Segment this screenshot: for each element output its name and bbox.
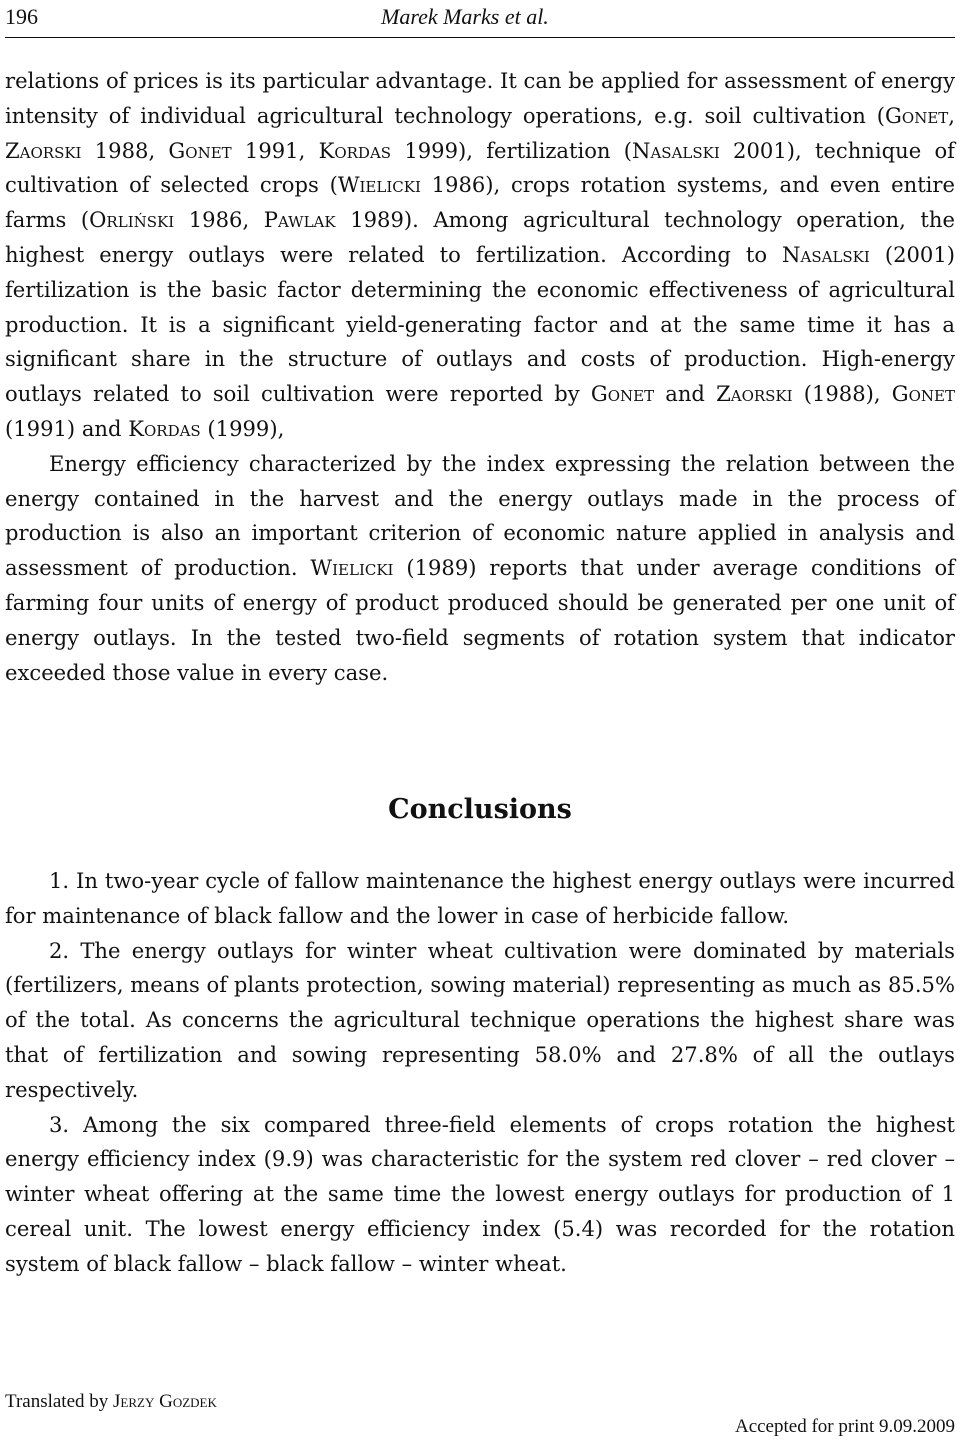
conclusion-item: 3. Among the six compared three-field elements of crops rotation the highest energy efficiency index (9.9) was characteristic for the system red clover – red clover – winter wheat offering at the same time the lowest energy outlays for production of 1 cereal unit. The lowest energy efficiency index (5.4) was recorded for the rotation system of black fallow – black fallow – winter wheat. — [5, 1111, 955, 1276]
text-run: , — [948, 102, 955, 128]
text-run: 1988, — [81, 137, 169, 163]
text-run: 1986, — [174, 207, 264, 233]
translator-name: Jerzy Gozdek — [113, 1391, 217, 1412]
text-run: 1991, — [231, 137, 319, 163]
running-head: Marek Marks et al. — [381, 4, 549, 29]
text-run: and — [654, 381, 717, 407]
text-run: (1991) and — [5, 415, 129, 441]
text-run: 1986), crops rotation systems, and even entire farms ( — [5, 172, 955, 233]
conclusion-item: 2. The energy outlays for winter wheat cultivation were dominated by materials (fertilizers, means of plants protection, sowing material) representing as much as 85.5% of the total. As concerns the agricultural technique operations the highest share was that of fertilization and sowing representing 58.0% and 27.8% of all the outlays respectively. — [5, 937, 955, 1102]
translator-label: Translated by — [5, 1391, 114, 1412]
author-name: Nasalski — [782, 241, 870, 267]
author-name: Gonet — [168, 137, 232, 163]
conclusion-item: 1. In two-year cycle of fallow maintenance the highest energy outlays were incurred for maintenance of black fallow and the lower in case of herbicide fallow. — [5, 868, 955, 928]
author-name: Wielicki — [310, 555, 394, 581]
translator-credit — [5, 1391, 217, 1413]
author-name: Zaorski — [716, 381, 793, 407]
author-name: Kordas — [128, 415, 201, 441]
author-name: Wielicki — [337, 172, 421, 198]
text-run: (1988), — [792, 381, 892, 407]
text-run: 1989). Among agricultural technology operation, the highest energy outlays were related to fertilization. According to — [5, 207, 955, 267]
author-name: Zaorski — [5, 137, 82, 163]
text-run: (2001) fertilization is the basic factor determining the economic effectiveness of agricultural production. It is a significant yield-generating factor and at the same time it has a significant share in the structure of outlays and costs of production. High-energy outlays related to soil cultivation were reported by — [5, 241, 955, 407]
author-name: Gonet — [885, 102, 949, 128]
author-name: Gonet — [891, 381, 955, 407]
text-run: (1999), — [200, 415, 285, 441]
author-name: Pawlak — [263, 207, 336, 233]
author-name: Orliński — [89, 207, 175, 233]
text-run: 1999), fertilization ( — [391, 137, 633, 163]
author-name: Nasalski — [632, 137, 720, 163]
body-text — [5, 64, 955, 690]
author-name: Kordas — [318, 137, 392, 163]
page — [5, 0, 955, 1445]
page-number: 196 — [5, 4, 38, 29]
header-rule — [5, 37, 955, 38]
paragraph-1 — [5, 64, 955, 447]
text-run: Energy efficiency characterized by the index expressing the relation between the energy contained in the harvest and the energy outlays made in the process of production is also an important criterion of economic nature applied in analysis and assessment of production. — [5, 450, 955, 581]
paragraph-2 — [5, 447, 955, 691]
text-run: 2001), technique of cultivation of selected crops ( — [5, 137, 955, 198]
conclusions-list — [5, 864, 955, 1282]
author-name: Gonet — [590, 381, 655, 407]
section-heading: Conclusions — [388, 794, 572, 825]
accepted-date: Accepted for print 9.09.2009 — [734, 1416, 955, 1437]
page-header — [5, 4, 955, 38]
text-run: relations of prices is its particular advantage. It can be applied for assessment of energy intensity of individual agricultural technology operations, e.g. soil cultivation ( — [5, 68, 955, 128]
text-run: (1989) reports that under average conditions of farming four units of energy of product produced should be generated per one unit of energy outlays. In the tested two-field segments of rotation system that indicator exceeded those value in every case. — [5, 555, 955, 685]
